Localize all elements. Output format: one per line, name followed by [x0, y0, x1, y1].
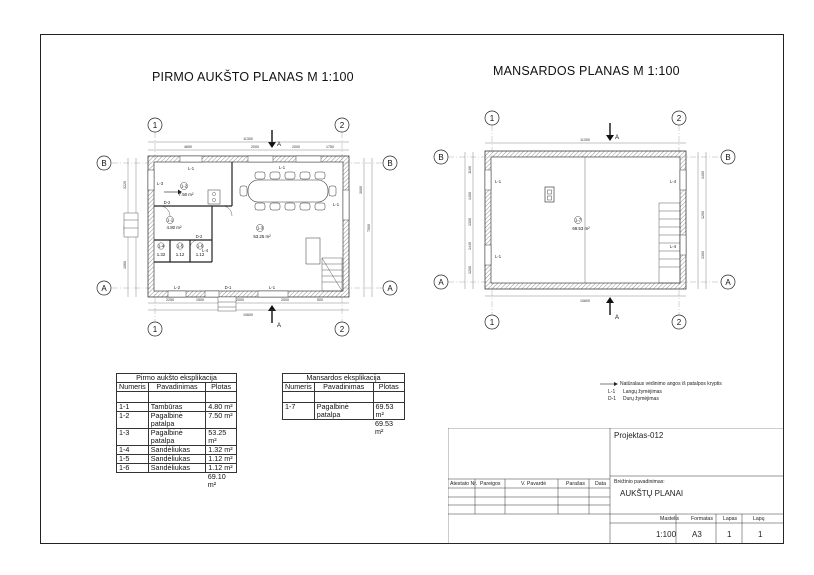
- plan1-room-1-6-area: 1.12: [195, 252, 205, 257]
- plan1-room-1-5-id: 1-5: [176, 243, 184, 249]
- plan1-axis-2-top: 2: [339, 121, 345, 130]
- stamp-sheets-value: 1: [758, 530, 763, 539]
- table1-header-name: Pavadinimas: [148, 383, 205, 392]
- plan1-door-label-inner2: D-2: [195, 234, 203, 239]
- table1-cell: 1.32 m²: [206, 446, 237, 455]
- stamp-header-sign: Parašas: [566, 481, 586, 487]
- plan1-axis-a-right: A: [387, 284, 393, 293]
- plan2-dim-left-3: 1440: [468, 242, 472, 250]
- plan1-dim-bottom-total: 10600: [243, 313, 253, 317]
- stamp-drawing-name-label: Brėžinio pavadinimas:: [614, 479, 665, 485]
- plan2-dim-left-1: 1400: [468, 192, 472, 200]
- legend-arrow-text: Natūralaus vėdinimo angos iš patalpos kryptis: [620, 381, 722, 387]
- plan1-room-1-2-id: 1-2: [180, 183, 188, 189]
- table1-cell: 1-5: [117, 455, 149, 464]
- plan1-room-1-3-area: 53.25 m²: [253, 234, 271, 239]
- plan1-dim-top-2: 2000: [292, 145, 300, 149]
- plan2-dim-bottom-total: 10600: [580, 299, 590, 303]
- plan1-dim-bottom-3: 2000: [281, 298, 289, 302]
- table1-explication: [116, 373, 237, 489]
- plan1-room-1-2-area: 7.50 m²: [178, 192, 194, 197]
- plan1-room-1-5-area: 1.12: [175, 252, 185, 257]
- plan2-dim-right-0: 1400: [701, 171, 705, 179]
- plan1-room-1-4-area: 1.32: [156, 252, 166, 257]
- legend-window-code: L-1: [608, 389, 616, 395]
- plan1-dim-top-1: 2000: [251, 145, 259, 149]
- plan2-axis-b-left: B: [438, 153, 444, 162]
- plan1-section-top: A: [277, 142, 282, 148]
- plan2-dim-left-0: 1100: [468, 166, 472, 174]
- plan1-axis-b-right: B: [387, 159, 393, 168]
- plan1-dim-top-total: 11300: [243, 137, 253, 141]
- stamp-drawing-name: AUKŠTŲ PLANAI: [620, 489, 684, 498]
- legend-door-code: D-1: [608, 395, 617, 402]
- plan2-dim-top-total: 11300: [580, 138, 590, 142]
- plan2-axis-a-right: A: [725, 278, 731, 287]
- legend-codes: [608, 389, 662, 402]
- plan2-dim-right-1: 1200: [701, 211, 705, 219]
- table2-cell: Pagalbinė patalpa: [314, 403, 373, 420]
- plan1-dim-bottom-1: 1500: [196, 298, 204, 302]
- table1-total: 69.10 m²: [207, 472, 226, 489]
- table-row: [117, 412, 237, 429]
- plan1-window-label-inner: L-4: [201, 248, 209, 253]
- stamp-header-sheets: Lapų: [753, 516, 765, 522]
- plan1-dim-bottom-2: 2000: [236, 298, 244, 302]
- plan1-dim-right-1: 7000: [367, 224, 371, 232]
- plan1-door-label-entry: D-1: [224, 285, 232, 290]
- stamp-header-scale: Mastelis: [660, 516, 680, 522]
- legend: [620, 381, 722, 388]
- plan1-dim-right-0: 3000: [359, 186, 363, 194]
- table1-cell: 1-4: [117, 446, 149, 455]
- table2-header-name: Pavadinimas: [314, 383, 373, 392]
- plan2-window-label-right-top: L-4: [669, 179, 677, 184]
- plan1-section-bottom: A: [277, 323, 282, 329]
- plan1-room-1-1-id: 1-1: [166, 217, 174, 223]
- plan2-axis-2-top: 2: [676, 114, 682, 123]
- legend-window-text: Langų žymėjimas: [623, 389, 662, 395]
- plan1-dim-bottom-0: 2250: [166, 298, 174, 302]
- stamp-project: Projektas-012: [614, 431, 664, 440]
- title-block: [448, 428, 784, 544]
- stamp-scale-value: 1:100: [656, 530, 677, 539]
- plan1-window-label-top2: L-1: [278, 165, 286, 170]
- plan1-room-1-3-id: 1-3: [256, 225, 264, 231]
- plan2-axis-1-bottom: 1: [489, 318, 495, 327]
- plan1-room-1-6-id: 1-6: [196, 243, 204, 249]
- table1-cell: Pagalbinė patalpa: [148, 412, 205, 429]
- table2-caption: Mansardos eksplikacija: [283, 374, 405, 383]
- table1-cell: Sandėliukas: [148, 464, 205, 473]
- plan1-window-label-bottom2: L-1: [268, 285, 276, 290]
- table1-header-area: Plotas: [206, 383, 237, 392]
- plan2-dim-left-2: 1300: [468, 218, 472, 226]
- table1-caption: Pirmo aukšto eksplikacija: [117, 374, 237, 383]
- table1-cell: 1-1: [117, 403, 149, 412]
- plan1-dim-bottom-4: 500: [317, 298, 323, 302]
- plan2-room-id: 1-7: [574, 217, 582, 223]
- stamp-header-position: Pareigos: [480, 481, 501, 487]
- plan1-axis-2-bottom: 2: [339, 325, 345, 334]
- table-row: [283, 403, 405, 420]
- plan2-axis-2-bottom: 2: [676, 318, 682, 327]
- table-row: [117, 429, 237, 446]
- plan1-window-label-right: L-1: [332, 202, 340, 207]
- plan1-axis-1-bottom: 1: [152, 325, 158, 334]
- plan2-axis-1-top: 1: [489, 114, 495, 123]
- plan2-section-bottom: A: [615, 315, 620, 321]
- plan1-room-1-4-id: 1-4: [157, 243, 165, 249]
- plan2-drawing: [434, 111, 735, 329]
- table2-header-number: Numeris: [283, 383, 315, 392]
- plan1-window-label-top: L-1: [187, 166, 195, 171]
- table2-cell: 1-7: [283, 403, 315, 420]
- table1-cell: 4.80 m²: [206, 403, 237, 412]
- stamp-header-date: Data: [595, 481, 606, 487]
- table1-cell: Sandėliukas: [148, 455, 205, 464]
- plan2-title: MANSARDOS PLANAS M 1:100: [493, 64, 680, 78]
- plan1-window-label-bottom: L-2: [173, 285, 181, 290]
- plan2-window-label-left-top: L-1: [494, 179, 502, 184]
- plan1-dim-left-2: 1060: [123, 261, 127, 269]
- table1-cell: Tambūras: [148, 403, 205, 412]
- table2-header-area: Plotas: [373, 383, 404, 392]
- table1-header-number: Numeris: [117, 383, 149, 392]
- stamp-sheet-value: 1: [727, 530, 732, 539]
- stamp-format-value: A3: [692, 530, 702, 539]
- plan1-axis-1-top: 1: [152, 121, 158, 130]
- table1-cell: 7.50 m²: [206, 412, 237, 429]
- table1-cell: Sandėliukas: [148, 446, 205, 455]
- plan2-room-area: 69.53 m²: [572, 226, 590, 231]
- table1-cell: Pagalbinė patalpa: [148, 429, 205, 446]
- plan1-axis-b-left: B: [101, 159, 107, 168]
- plan2-window-label-left-bottom: L-1: [494, 254, 502, 259]
- table1-cell: 1-6: [117, 464, 149, 473]
- plan2-axis-b-right: B: [725, 153, 731, 162]
- plan1-dim-left-0: 3220: [123, 181, 127, 189]
- plan1-dim-top-0: 4650: [184, 145, 192, 149]
- table1-cell: 1.12 m²: [206, 464, 237, 473]
- stamp-header-name: V. Pavardė: [521, 481, 547, 487]
- table2-cell: 69.53 m²: [373, 403, 404, 420]
- plan1-title: PIRMO AUKŠTO PLANAS M 1:100: [152, 70, 354, 84]
- table2-explication: [282, 373, 405, 436]
- legend-door-text: Durų žymėjimas: [623, 395, 659, 402]
- plan1-window-label-left: L-3: [156, 181, 164, 186]
- stamp-header-format: Formatas: [691, 516, 713, 522]
- table2-total: 69.53 m²: [375, 419, 394, 436]
- plan1-axis-a-left: A: [101, 284, 107, 293]
- table1-cell: 1-3: [117, 429, 149, 446]
- plan1-door-label-inner: D-2: [163, 200, 171, 205]
- table1-cell: 53.25 m²: [206, 429, 237, 446]
- plan2-window-label-right-bottom: L-4: [669, 244, 677, 249]
- plan1-room-1-1-area: 4.80 m²: [166, 225, 182, 230]
- plan2-dim-right-2: 1300: [701, 251, 705, 259]
- stamp-header-sheet: Lapas: [723, 516, 738, 522]
- plan2-dim-left-4: 1200: [468, 266, 472, 274]
- plan1-dim-top-3: 1750: [326, 145, 334, 149]
- stamp-header-cert: Atestato Nr.: [450, 481, 478, 487]
- plan2-section-top: A: [615, 135, 620, 141]
- table1-cell: 1.12 m²: [206, 455, 237, 464]
- plan1-drawing: [97, 118, 397, 336]
- table1-cell: 1-2: [117, 412, 149, 429]
- plan2-axis-a-left: A: [438, 278, 444, 287]
